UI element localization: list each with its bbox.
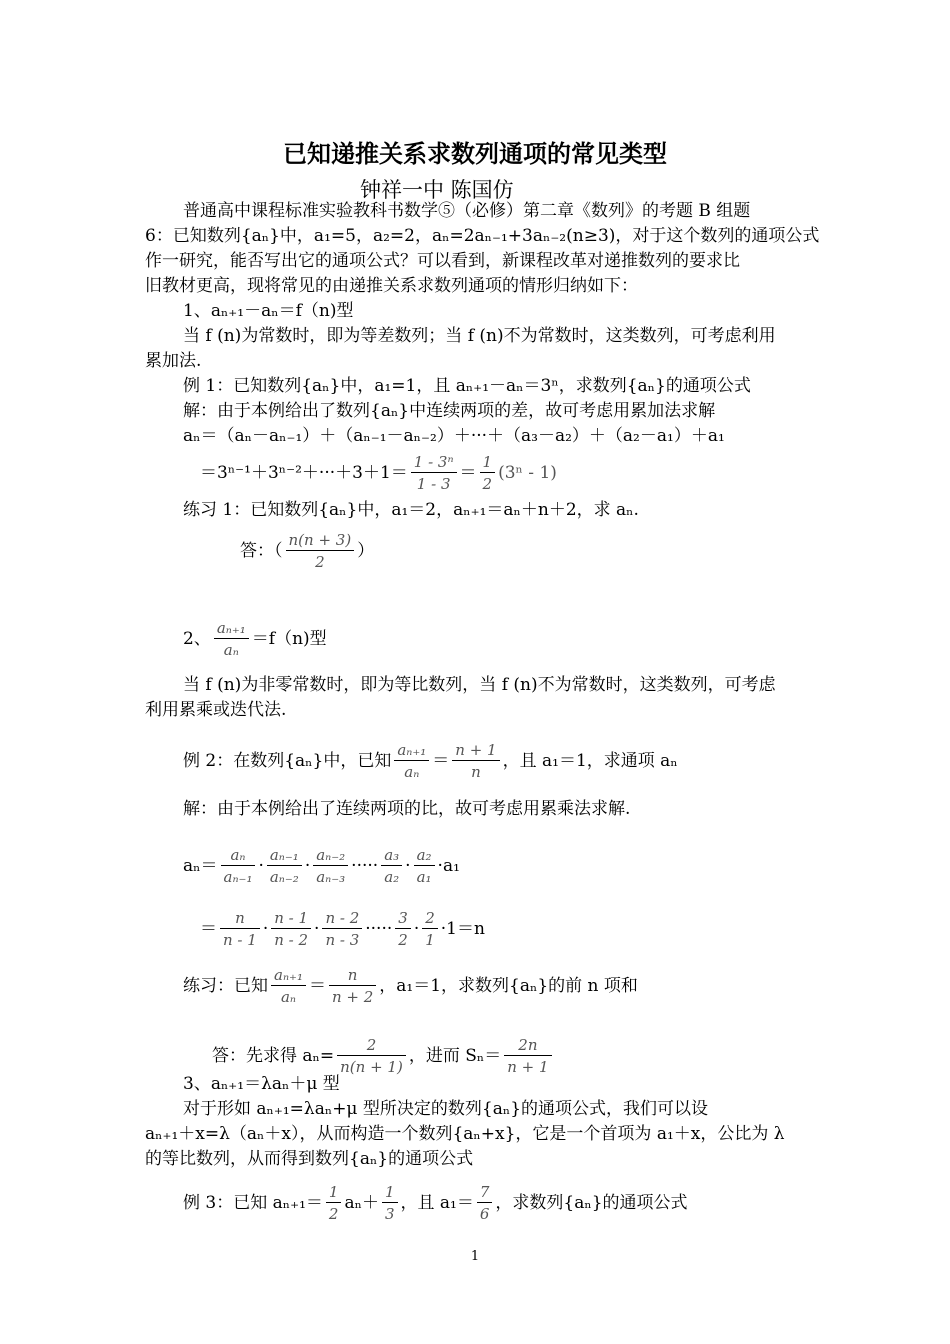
denominator: aₙ xyxy=(404,763,420,781)
eq-text: ＝ xyxy=(459,463,477,483)
practice-text: 练习：已知 xyxy=(183,976,268,996)
numerator: 1 - 3ⁿ xyxy=(411,452,457,473)
fraction xyxy=(271,908,311,951)
denominator: 2 xyxy=(482,475,493,493)
fraction xyxy=(422,908,438,951)
example-text: ＝ xyxy=(432,751,450,771)
numerator: aₙ₊₁ xyxy=(214,618,249,639)
numerator: 1 xyxy=(326,1182,342,1203)
denominator: n - 1 xyxy=(223,931,257,949)
practice-2 xyxy=(183,965,638,1008)
eq-text: ＝ xyxy=(200,919,217,939)
numerator: n(n + 3) xyxy=(286,530,355,551)
author-line: 钟祥一中 陈国仿 xyxy=(360,178,514,202)
denominator: a₁ xyxy=(416,868,432,886)
example-text: ，且 a₁＝1，求通项 aₙ xyxy=(502,751,678,771)
numerator: 2 xyxy=(337,1035,406,1056)
denominator: n(n + 1) xyxy=(340,1058,403,1076)
section-3-heading: 3、aₙ₊₁＝λaₙ＋μ 型 xyxy=(183,1074,340,1094)
numerator: aₙ xyxy=(221,845,256,866)
numerator: 3 xyxy=(395,908,411,929)
example-text: aₙ＋ xyxy=(344,1193,379,1213)
denominator: 6 xyxy=(479,1205,490,1223)
fraction xyxy=(452,740,499,783)
multiply-dot: · xyxy=(304,856,311,876)
fraction xyxy=(267,845,302,888)
section-3-para-1: 对于形如 aₙ₊₁=λaₙ+μ 型所决定的数列{aₙ}的通项公式，我们可以设 xyxy=(183,1099,709,1119)
equation-2-line-2 xyxy=(200,908,485,951)
section-1-heading: 1、aₙ₊₁－aₙ＝f（n)型 xyxy=(183,301,354,321)
equation-2-line-1 xyxy=(183,845,460,888)
fraction xyxy=(394,740,429,783)
fraction xyxy=(414,845,435,888)
multiply-dot: · xyxy=(314,919,320,939)
fraction xyxy=(286,530,355,573)
equation-1-line-1: aₙ＝（aₙ－aₙ₋₁）＋（aₙ₋₁－aₙ₋₂）＋···＋（a₃－a₂）＋（a₂－a₁）＋a₁ xyxy=(183,426,725,446)
fraction xyxy=(322,908,362,951)
numerator: aₙ₊₁ xyxy=(271,965,306,986)
denominator: 2 xyxy=(398,931,408,949)
eq-text: (3ⁿ - 1) xyxy=(498,463,557,483)
denominator: a₂ xyxy=(384,868,400,886)
numerator: 1 xyxy=(480,452,496,473)
answer-label: 答：（ xyxy=(240,541,283,561)
denominator: 1 - 3 xyxy=(416,475,451,493)
answer-end: ） xyxy=(357,541,375,561)
example-text: 例 2：在数列{aₙ}中，已知 xyxy=(183,751,392,771)
fraction xyxy=(411,452,457,495)
denominator: 3 xyxy=(384,1205,395,1223)
fraction xyxy=(329,965,376,1008)
fraction xyxy=(220,908,260,951)
example-text: ，求数列{aₙ}的通项公式 xyxy=(495,1193,688,1213)
heading-text: 2、 xyxy=(183,629,211,649)
denominator: aₙ₋₃ xyxy=(316,868,346,886)
numerator: aₙ₊₁ xyxy=(394,740,429,761)
answer-2 xyxy=(212,1035,555,1078)
numerator: 1 xyxy=(382,1182,398,1203)
numerator: 7 xyxy=(477,1182,493,1203)
numerator: a₃ xyxy=(381,845,402,866)
fraction xyxy=(326,1182,342,1225)
multiply-dot: ····· xyxy=(365,919,393,939)
fraction xyxy=(504,1035,551,1078)
fraction xyxy=(381,845,402,888)
numerator: n - 2 xyxy=(322,908,362,929)
multiply-dot: · xyxy=(262,919,269,939)
example-2 xyxy=(183,740,678,783)
denominator: n xyxy=(471,763,481,781)
fraction xyxy=(221,845,256,888)
solution-1: 解：由于本例给出了数列{aₙ}中连续两项的差，故可考虑用累加法求解 xyxy=(183,401,716,421)
practice-text: ＝ xyxy=(308,976,326,996)
heading-text: ＝f（n)型 xyxy=(251,629,327,649)
page-number: 1 xyxy=(470,1249,480,1264)
eq-text: ·1＝n xyxy=(440,919,485,939)
intro-line-3: 作一研究，能否写出它的通项公式？可以看到，新课程改革对递推数列的要求比 xyxy=(145,251,740,271)
section-3-para-2: aₙ₊₁＋x=λ（aₙ＋x），从而构造一个数列{aₙ+x}，它是一个首项为 a₁＋x，公比为 λ xyxy=(145,1124,785,1144)
fraction xyxy=(214,618,249,661)
answer-1 xyxy=(240,530,374,573)
fraction xyxy=(395,908,411,951)
intro-line-4: 旧教材更高，现将常见的由递推关系求数列通项的情形归纳如下： xyxy=(145,276,638,296)
numerator: 2 xyxy=(422,908,438,929)
multiply-dot: · xyxy=(413,919,420,939)
denominator: n - 2 xyxy=(274,931,309,949)
equation-1-line-2 xyxy=(200,452,557,495)
example-text: ，且 a₁＝ xyxy=(400,1193,474,1213)
numerator: n xyxy=(329,965,376,986)
example-1: 例 1：已知数列{aₙ}中，a₁=1，且 aₙ₊₁－aₙ＝3ⁿ，求数列{aₙ}的通项公式 xyxy=(183,376,751,396)
section-1-para-2: 累加法. xyxy=(145,351,202,371)
fraction xyxy=(271,965,306,1008)
numerator: a₂ xyxy=(414,845,435,866)
fraction xyxy=(382,1182,398,1225)
answer-text: 答：先求得 aₙ= xyxy=(212,1046,335,1066)
solution-2: 解：由于本例给出了连续两项的比，故可考虑用累乘法求解. xyxy=(183,799,631,819)
fraction-product xyxy=(217,909,441,949)
answer-text: ，进而 Sₙ＝ xyxy=(408,1046,502,1066)
numerator: n + 1 xyxy=(452,740,499,761)
section-2-para-1: 当 f (n)为非零常数时，即为等比数列，当 f (n)不为常数时，这类数列，可考虑 xyxy=(183,675,776,695)
practice-text: ，a₁＝1，求数列{aₙ}的前 n 项和 xyxy=(379,976,638,996)
denominator: 2 xyxy=(328,1205,339,1223)
fraction xyxy=(477,1182,493,1225)
section-2-heading xyxy=(183,618,327,661)
denominator: aₙ xyxy=(223,641,239,659)
denominator: n - 3 xyxy=(325,931,360,949)
fraction xyxy=(480,452,496,495)
denominator: aₙ₋₂ xyxy=(269,868,299,886)
multiply-dot: ····· xyxy=(351,856,379,876)
denominator: aₙ₋₁ xyxy=(223,868,253,886)
practice-1: 练习 1：已知数列{aₙ}中，a₁＝2，aₙ₊₁＝aₙ＋n＋2，求 aₙ. xyxy=(183,500,639,520)
eq-text: ＝3ⁿ⁻¹＋3ⁿ⁻²＋···＋3＋1＝ xyxy=(200,463,408,483)
intro-line-1: 普通高中课程标准实验教科书数学⑤（必修）第二章《数列》的考题 B 组题 xyxy=(183,201,751,221)
numerator: n - 1 xyxy=(271,908,311,929)
eq-text: ·a₁ xyxy=(437,856,460,876)
numerator: 2n xyxy=(504,1035,551,1056)
denominator: 1 xyxy=(425,931,435,949)
fraction xyxy=(313,845,348,888)
fraction-product xyxy=(218,846,438,886)
section-3-para-3: 的等比数列，从而得到数列{aₙ}的通项公式 xyxy=(145,1149,474,1169)
multiply-dot: · xyxy=(405,856,411,876)
denominator: n + 1 xyxy=(507,1058,549,1076)
denominator: 2 xyxy=(315,553,325,571)
fraction xyxy=(337,1035,406,1078)
example-3 xyxy=(183,1182,688,1225)
denominator: aₙ xyxy=(280,988,296,1006)
section-1-para-1: 当 f (n)为常数时，即为等差数列；当 f (n)不为常数时，这类数列，可考虑利用 xyxy=(183,326,776,346)
numerator: n xyxy=(220,908,260,929)
multiply-dot: · xyxy=(258,856,264,876)
example-text: 例 3：已知 aₙ₊₁＝ xyxy=(183,1193,323,1213)
eq-text: aₙ＝ xyxy=(183,856,218,876)
page-title: 已知递推关系求数列通项的常见类型 xyxy=(283,140,667,168)
intro-line-2: 6：已知数列{aₙ}中，a₁=5，a₂=2，aₙ=2aₙ₋₁+3aₙ₋₂(n≥3)，对于这个数列的通项公式 xyxy=(145,226,820,246)
numerator: aₙ₋₁ xyxy=(267,845,302,866)
section-2-para-2: 利用累乘或迭代法. xyxy=(145,700,287,720)
denominator: n + 2 xyxy=(331,988,374,1006)
numerator: aₙ₋₂ xyxy=(313,845,348,866)
